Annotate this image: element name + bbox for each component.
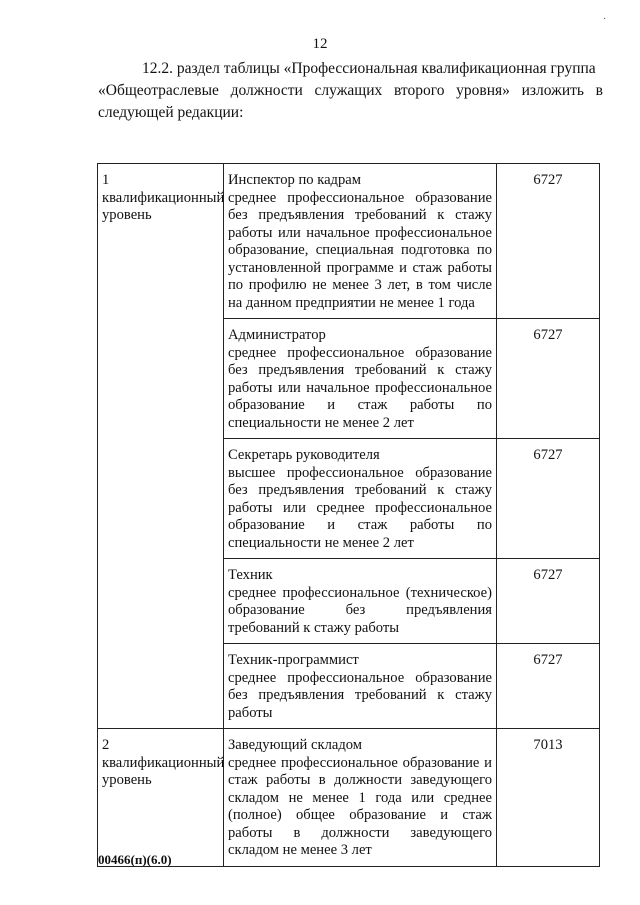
position-cell [224, 644, 497, 729]
salary-value: 6727 [533, 327, 563, 343]
salary-cell [497, 644, 600, 729]
document-code: 00466(п)(6.0) [98, 852, 172, 867]
intro-paragraph [98, 58, 603, 124]
level-number: 2 [102, 737, 110, 753]
position-requirements: высшее профессиональное образование без предъявления требований к стажу работы или среднее профессиональное образование и стаж работы по специальности не менее 2 лет [228, 464, 492, 551]
salary-cell [497, 164, 600, 319]
position-title: Техник [228, 567, 273, 583]
salary-value: 6727 [533, 172, 563, 188]
position-cell [224, 439, 497, 559]
position-title: Секретарь руководителя [228, 447, 380, 463]
level-label: квалификационный уровень [102, 754, 225, 788]
position-requirements: среднее профессиональное образование без предъявления требований к стажу работы или начальное профессиональное образование и стаж работы по специальности не менее 2 лет [228, 344, 492, 431]
table-row [98, 729, 600, 867]
level-cell [98, 164, 224, 729]
intro-line-rest: «Общеотраслевые должности служащих второго уровня» изложить в следующей редакции: [98, 82, 603, 121]
corner-mark: · [603, 14, 607, 25]
salary-value: 6727 [533, 447, 563, 463]
salary-value: 6727 [533, 567, 563, 583]
salary-cell [497, 319, 600, 439]
position-title: Техник-программист [228, 652, 359, 668]
salary-cell [497, 559, 600, 644]
position-requirements: среднее профессиональное образование и стаж работы в должности заведующего складом не менее 1 года или среднее (полное) общее образование и стаж работы в должности заведующего складом не менее 3 лет [228, 754, 492, 858]
table-row [98, 164, 600, 319]
position-title: Заведующий складом [228, 737, 363, 753]
position-requirements: среднее профессиональное образование без предъявления требований к стажу работы или начальное профессиональное образование, специальная подготовка по установленной программе и стаж работы по профилю не менее 3 лет, в том числе на данном предприятии не менее 1 года [228, 189, 492, 311]
level-label: квалификационный уровень [102, 189, 225, 223]
level-cell [98, 729, 224, 867]
position-requirements: среднее профессиональное образование без предъявления требований к стажу работы [228, 669, 492, 721]
position-requirements: среднее профессиональное (техническое) образование без предъявления требований к стажу работы [228, 584, 492, 636]
position-cell [224, 559, 497, 644]
position-cell [224, 729, 497, 867]
salary-value: 6727 [533, 652, 563, 668]
salary-cell [497, 729, 600, 867]
salary-value: 7013 [533, 737, 563, 753]
position-cell [224, 319, 497, 439]
position-cell [224, 164, 497, 319]
intro-line-1: 12.2. раздел таблицы «Профессиональная квалификационная группа [142, 60, 596, 77]
level-number: 1 [102, 172, 110, 188]
position-title: Инспектор по кадрам [228, 172, 361, 188]
qualification-table [97, 163, 600, 867]
position-title: Администратор [228, 327, 326, 343]
page-number: 12 [312, 36, 328, 52]
salary-cell [497, 439, 600, 559]
